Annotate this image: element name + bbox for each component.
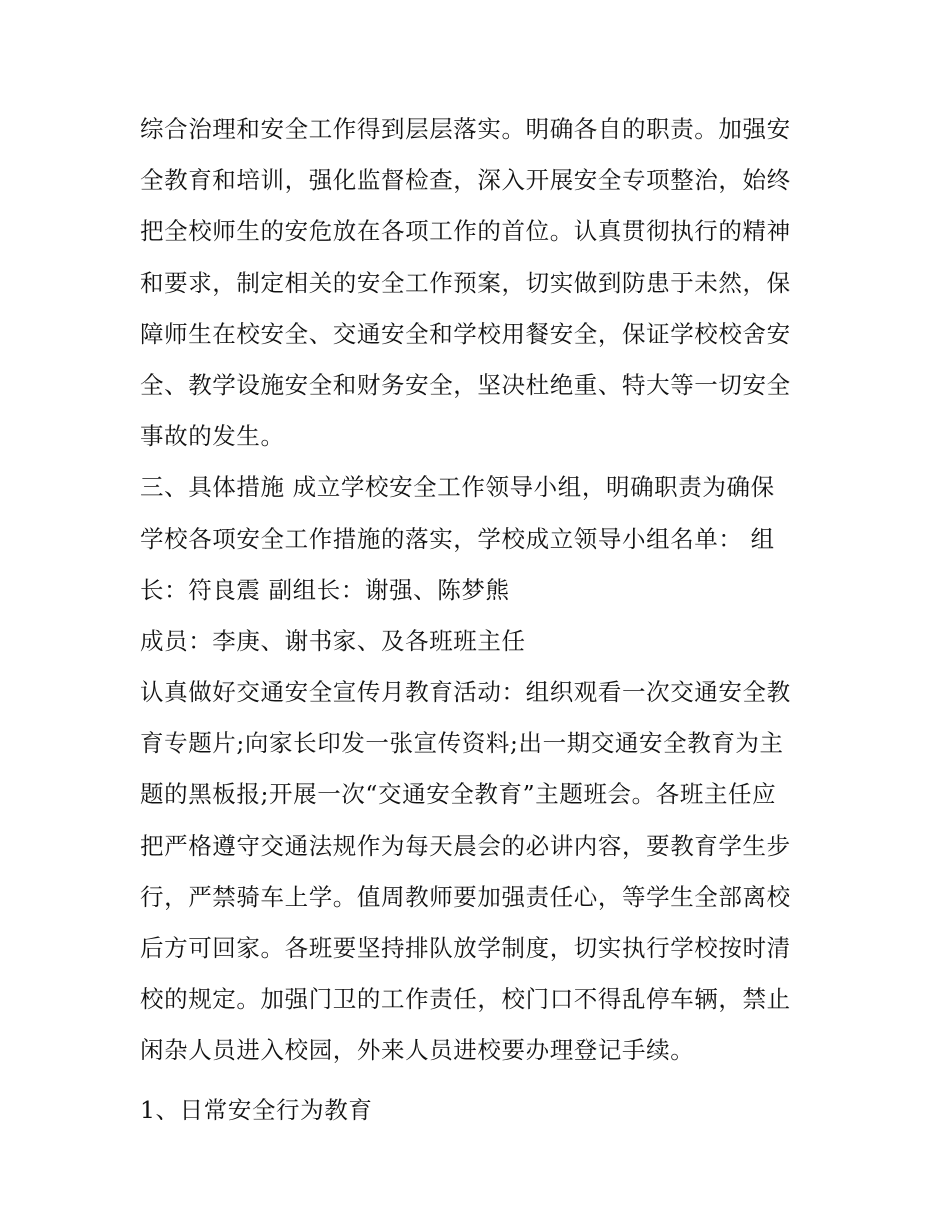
text-line: 事故的发生。 — [140, 422, 285, 451]
paragraph-gap — [140, 1077, 820, 1085]
section-heading-line: 三、具体措施 成立学校安全工作领导小组，明确职责为确保 — [140, 473, 775, 502]
text-line: 把严格遵守交通法规作为每天晨会的必讲内容，要教育学生步 — [140, 831, 791, 860]
text-line: 育专题片;向家长印发一张宣传资料;出一期交通安全教育为主 — [140, 729, 784, 758]
text-line: 和要求，制定相关的安全工作预案，切实做到防患于未然，保 — [140, 268, 791, 297]
text-line: 闲杂人员进入校园，外来人员进校要办理登记手续。 — [140, 1036, 695, 1065]
document-body — [140, 104, 820, 1136]
text-line: 学校各项安全工作措施的落实，学校成立领导小组名单： 组 — [140, 524, 775, 553]
text-line: 题的黑板报;开展一次“交通安全教育”主题班会。各班主任应 — [140, 780, 777, 809]
text-line: 校的规定。加强门卫的工作责任，校门口不得乱停车辆，禁止 — [140, 985, 791, 1014]
text-line: 障师生在校安全、交通安全和学校用餐安全，保证学校校舍安 — [140, 319, 791, 348]
text-line: 认真做好交通安全宣传月教育活动：组织观看一次交通安全教 — [140, 678, 791, 707]
text-line: 把全校师生的安危放在各项工作的首位。认真贯彻执行的精神 — [140, 217, 791, 246]
text-line: 综合治理和安全工作得到层层落实。明确各自的职责。加强安 — [140, 115, 791, 143]
text-line: 长：符良震 副组长：谢强、陈梦熊 — [140, 575, 510, 604]
text-line: 后方可回家。各班要坚持排队放学制度，切实执行学校按时清 — [140, 934, 791, 962]
text-line: 成员：李庚、谢书家、及各班班主任 — [140, 626, 526, 655]
list-heading-line: 1、日常安全行为教育 — [140, 1095, 373, 1124]
text-line: 全教育和培训，强化监督检查，深入开展安全专项整治，始终 — [140, 166, 791, 195]
text-line: 行，严禁骑车上学。值周教师要加强责任心，等学生全部离校 — [140, 882, 791, 911]
text-line: 全、教学设施安全和财务安全，坚决杜绝重、特大等一切安全 — [140, 370, 791, 399]
